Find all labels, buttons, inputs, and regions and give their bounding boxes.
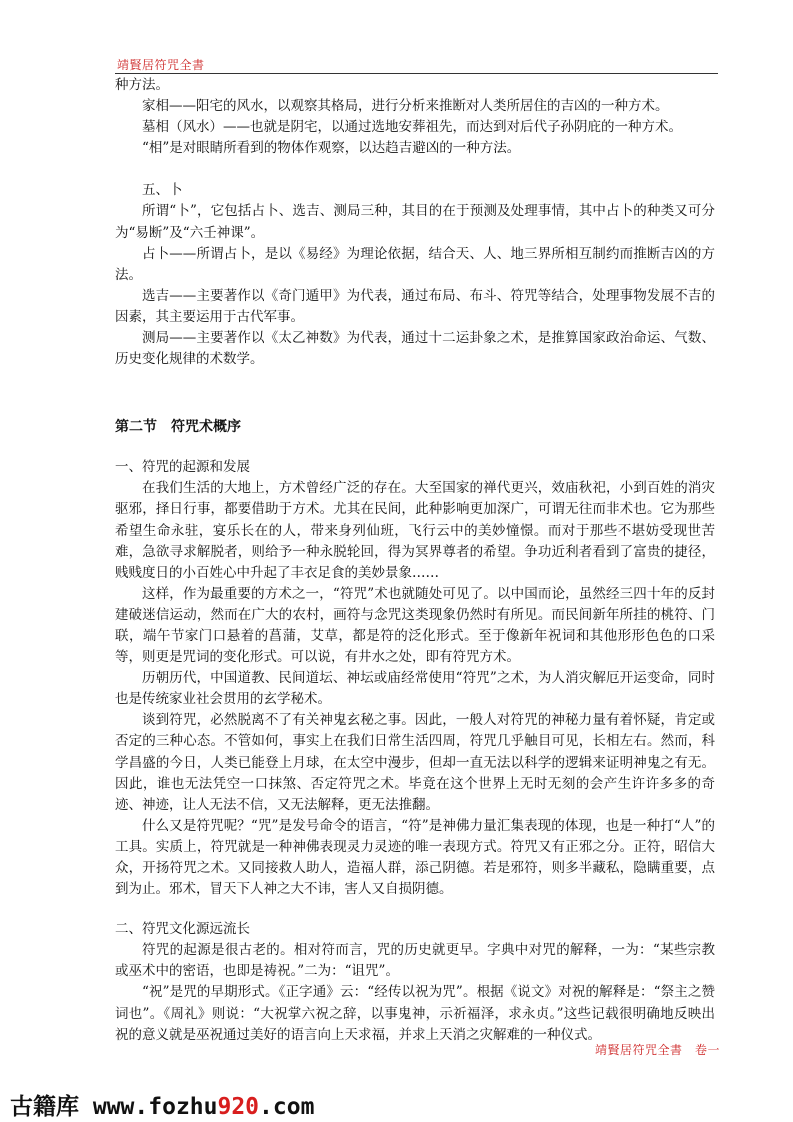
paragraph: 什么又是符咒呢？“咒”是发号命令的语言，“符”是神佛力量汇集表现的体现，也是一种打“人”的工具。实质上，符咒就是一种神佛表现灵力灵迹的唯一表现方式。符咒又有正邪之分。正符，昭信大众，开扬符咒之术。又同接救人助人，造福人群，添己阴德。若是邪符，则多半藏私，隐瞒重要，点到为止。邪术，冒天下人神之大不讳，害人又自损阴德。 xyxy=(115,817,715,898)
paragraph: 历朝历代，中国道教、民间道坛、神坛或庙经常使用“符咒”之术，为人消灾解厄开运变命，同时也是传统家业社会贯用的玄学秘术。 xyxy=(115,670,715,708)
footer-text: 靖賢居符咒全書 卷一 xyxy=(595,1043,721,1057)
section-title: 第二节 符咒术概序 xyxy=(115,419,241,436)
paragraph: 在我们生活的大地上，方术曾经广泛的存在。大至国家的禅代更兴，效庙秋祀，小到百姓的消灾驱邪，择日行事，都要借助于方术。尤其在民间，此种影响更加深广，可谓无往而非术也。它为那些希望生命永驻，宴乐长在的人，带来身列仙班，飞行云中的美妙憧憬。而对于那些不堪妨受现世苦难，急欲寻求解脱者，则给予一种永脱轮回，得为冥界尊者的希望。争功近利者看到了富贵的捷径，贱贱度日的小百姓心中升起了丰衣足食的美妙景象…… xyxy=(115,480,715,581)
watermark-label: 古籍库 xyxy=(10,1094,79,1120)
paragraph: 占卜——所谓占卜，是以《易经》为理论依据，结合天、人、地三界所相互制约而推断吉凶的方法。 xyxy=(115,245,715,283)
header-rule xyxy=(115,73,718,74)
paragraph: 谈到符咒，必然脱离不了有关神鬼玄秘之事。因此，一般人对符咒的神秘力量有着怀疑，肯定或否定的三种心态。不管如何，事实上在我们日常生活四周，符咒几乎触目可见，长相左右。然而，科学昌盛的今日，人类已能登上月球，在太空中漫步，但却一直无法以科学的逻辑来证明神鬼之有无。因此，谁也无法凭空一口抹煞、否定符咒之术。毕竟在这个世界上无时无刻的会产生许许多多的奇迹、神迹，让人无法不信，又无法解释，更无法推翻。 xyxy=(115,712,715,813)
subheading: 二、符咒文化源远流长 xyxy=(115,921,250,938)
page-body xyxy=(115,75,715,1046)
paragraph: 墓相（风水）——也就是阴宅，以通过选地安葬祖先，而达到对后代子孙阴庇的一种方术。 xyxy=(142,119,682,136)
paragraph: 选吉——主要著作以《奇门遁甲》为代表，通过布局、布斗、符咒等结合，处理事物发展不吉的因素，其主要运用于古代军事。 xyxy=(115,287,715,325)
header-title: 靖賢居符咒全書 xyxy=(117,58,205,72)
watermark-url-prefix: www.fozhu xyxy=(92,1094,218,1120)
paragraph: 种方法。 xyxy=(115,77,169,93)
site-watermark xyxy=(10,1088,314,1121)
watermark-url-number: 920 xyxy=(217,1094,260,1120)
paragraph: 测局——主要著作以《太乙神数》为代表，通过十二运卦象之术，是推算国家政治命运、气数、历史变化规律的术数学。 xyxy=(115,330,715,368)
paragraph: “祝”是咒的早期形式。《正字通》云：“经传以祝为咒”。根据《说文》对祝的解释是：“祭主之赞词也”。《周礼》则说：“大祝掌六祝之辞，以事鬼神，示祈福泽，求永贞。”这些记载很明确地反映出祝的意义就是巫祝通过美好的语言向上天求福，并求上天消之灾解难的一种仪式。 xyxy=(115,984,715,1043)
watermark-url-suffix: .com xyxy=(259,1094,315,1120)
paragraph: 符咒的起源是很古老的。相对符而言，咒的历史就更早。字典中对咒的解释，一为：“某些宗教或巫术中的密语，也即是祷祝。”二为：“诅咒”。 xyxy=(115,942,715,980)
paragraph: 这样，作为最重要的方术之一，“符咒”术也就随处可见了。以中国而论，虽然经三四十年的反封建破迷信运动，然而在广大的农村，画符与念咒这类现象仍然时有所见。而民间新年所挂的桃符、门联，端午节家门口悬着的菖蒲，艾草，都是符的泛化形式。至于像新年祝词和其他形形色色的口采等，则更是咒词的变化形式。可以说，有井水之处，即有符咒方术。 xyxy=(115,585,715,666)
paragraph: 家相——阳宅的风水，以观察其格局，进行分析来推断对人类所居住的吉凶的一种方术。 xyxy=(142,98,669,115)
subheading: 一、符咒的起源和发展 xyxy=(115,459,250,476)
subheading: 五、卜 xyxy=(142,182,183,199)
paragraph: “相”是对眼睛所看到的物体作观察，以达趋吉避凶的一种方法。 xyxy=(142,140,521,157)
paragraph: 所谓“卜”，它包括占卜、选吉、测局三种，其目的在于预测及处理事情，其中占卜的种类又可分为“易断”及“六壬神课”。 xyxy=(115,203,715,241)
